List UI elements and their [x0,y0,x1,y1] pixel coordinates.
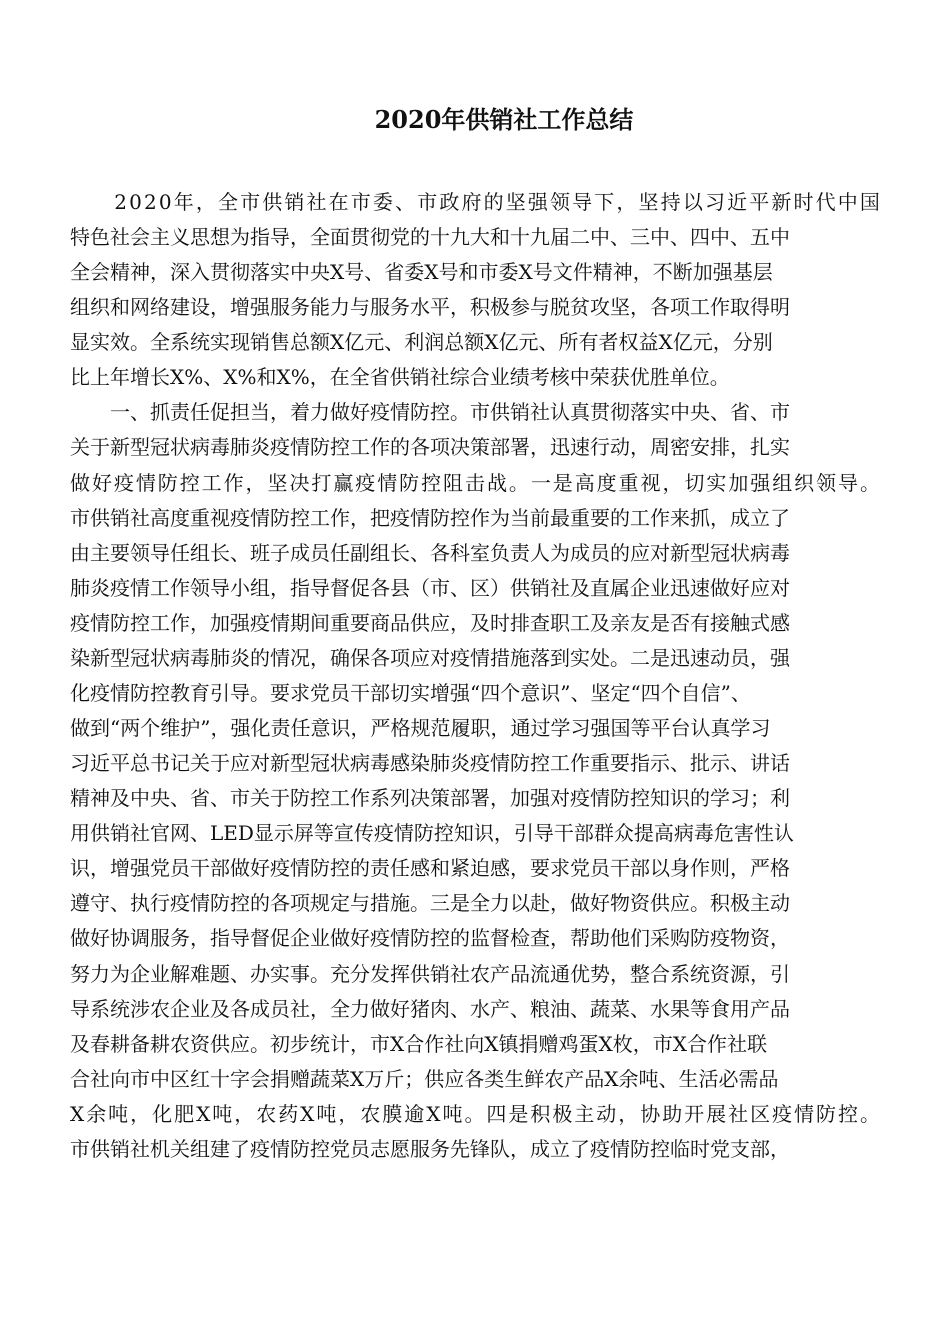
body-text-line: 特色社会主义思想为指导，全面贯彻党的十九大和十九届二中、三中、四中、五中 [70,225,790,250]
body-text-line: 肺炎疫情工作领导小组，指导督促各县（市、区）供销社及直属企业迅速做好应对 [70,575,790,600]
body-text-line: 关于新型冠状病毒肺炎疫情防控工作的各项决策部署，迅速行动，周密安排，扎实 [70,435,790,460]
body-text-line: 做好协调服务，指导督促企业做好疫情防控的监督检查，帮助他们采购防疫物资， [70,926,790,951]
body-text-line: 化疫情防控教育引导。要求党员干部切实增强“四个意识”、坚定“四个自信”、 [70,680,751,705]
body-text-line: 努力为企业解难题、办实事。充分发挥供销社农产品流通优势，整合系统资源，引 [70,961,790,986]
body-text-line: 染新型冠状病毒肺炎的情况，确保各项应对疫情措施落到实处。二是迅速动员，强 [70,645,790,670]
body-text-line: 遵守、执行疫情防控的各项规定与措施。三是全力以赴，做好物资供应。积极主动 [70,891,790,916]
body-text-line: 显实效。全系统实现销售总额X亿元、利润总额X亿元、所有者权益X亿元，分别 [70,330,773,355]
body-text-line: 导系统涉农企业及各成员社，全力做好猪肉、水产、粮油、蔬菜、水果等食用产品 [70,996,790,1021]
body-text-line: 全会精神，深入贯彻落实中央X号、省委X号和市委X号文件精神，不断加强基层 [70,260,773,285]
body-text-line: 市供销社高度重视疫情防控工作，把疫情防控作为当前最重要的工作来抓，成立了 [70,505,790,530]
document-title: 2020年供销社工作总结 [374,105,634,134]
body-text-line: 合社向市中区红十字会捐赠蔬菜X万斤；供应各类生鲜农产品X余吨、生活必需品 [70,1066,779,1091]
body-text-line: X余吨，化肥X吨，农药X吨，农膜逾X吨。四是积极主动，协助开展社区疫情防控。 [70,1101,882,1126]
body-text-line: 一、抓责任促担当，着力做好疫情防控。市供销社认真贯彻落实中央、省、市 [70,400,790,425]
body-text-line: 用供销社官网、LED显示屏等宣传疫情防控知识，引导干部群众提高病毒危害性认 [70,821,794,846]
body-text-line: 精神及中央、省、市关于防控工作系列决策部署，加强对疫情防控知识的学习；利 [70,786,790,811]
body-text-line: 疫情防控工作，加强疫情期间重要商品供应，及时排查职工及亲友是否有接触式感 [70,610,790,635]
body-text-line: 市供销社机关组建了疫情防控党员志愿服务先锋队，成立了疫情防控临时党支部， [70,1136,790,1161]
body-text-line: 组织和网络建设，增强服务能力与服务水平，积极参与脱贫攻坚，各项工作取得明 [70,295,790,320]
body-text-line: 做好疫情防控工作，坚决打赢疫情防控阻击战。一是高度重视，切实加强组织领导。 [70,470,882,495]
body-text-line: 由主要领导任组长、班子成员任副组长、各科室负责人为成员的应对新型冠状病毒 [70,540,790,565]
body-text-line: 及春耕备耕农资供应。初步统计，市X合作社向X镇捐赠鸡蛋X枚，市X合作社联 [70,1031,767,1056]
body-text-line: 习近平总书记关于应对新型冠状病毒感染肺炎疫情防控工作重要指示、批示、讲话 [70,751,790,776]
body-text-line: 比上年增长X%、X%和X%，在全省供销社综合业绩考核中荣获优胜单位。 [70,365,730,390]
body-text-line: 2020年，全市供销社在市委、市政府的坚强领导下，坚持以习近平新时代中国 [70,190,883,214]
body-text-line: 做到“两个维护”，强化责任意识，严格规范履职，通过学习强国等平台认真学习 [70,716,771,741]
body-text-line: 识，增强党员干部做好疫情防控的责任感和紧迫感，要求党员干部以身作则，严格 [70,856,790,881]
